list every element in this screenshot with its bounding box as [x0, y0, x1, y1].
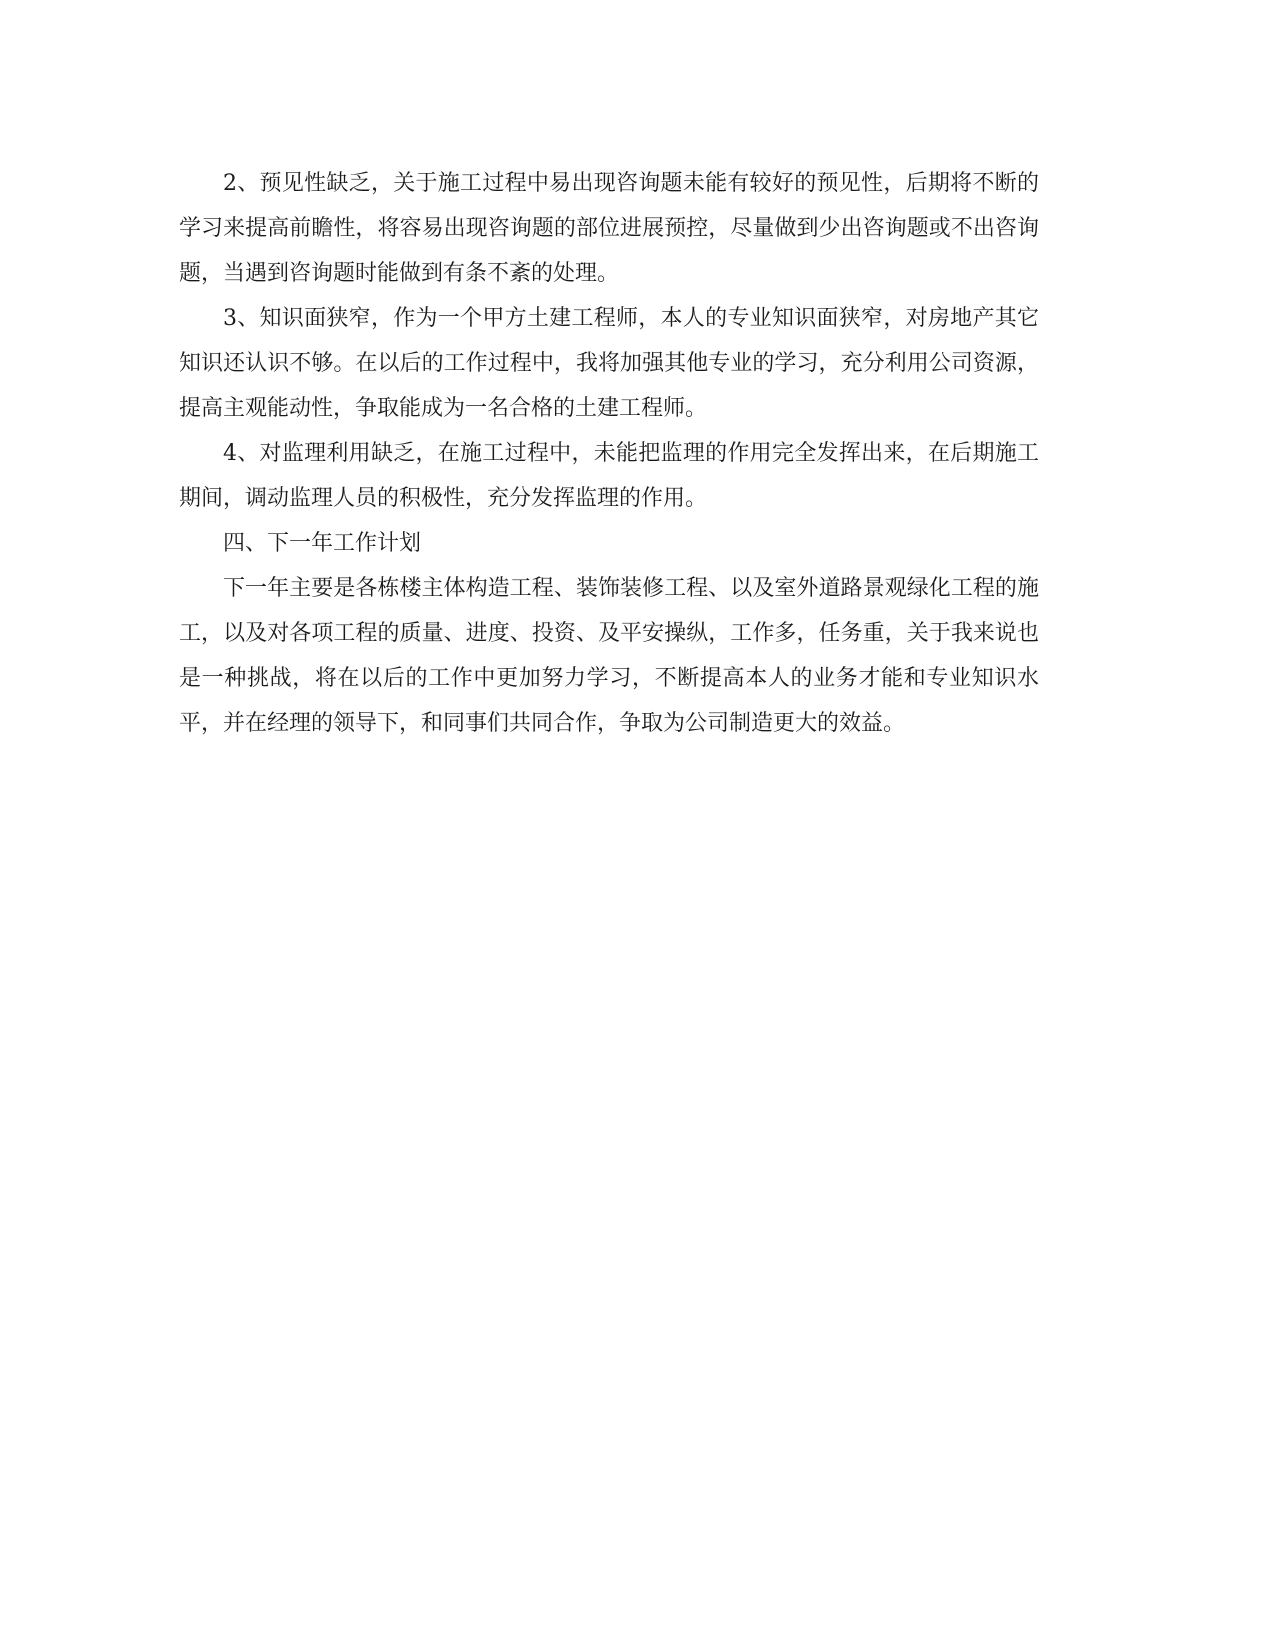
document-body [179, 161, 1039, 746]
paragraph-knowledge: 3、知识面狭窄，作为一个甲方土建工程师，本人的专业知识面狭窄，对房地产其它知识还认识不够。在以后的工作过程中，我将加强其他专业的学习，充分利用公司资源，提高主观能动性，争取能成为一名合格的土建工程师。 [179, 306, 1039, 421]
paragraph-next-year-plan: 下一年主要是各栋楼主体构造工程、装饰装修工程、以及室外道路景观绿化工程的施工，以及对各项工程的质量、进度、投资、及平安操纵，工作多，任务重，关于我来说也是一种挑战，将在以后的工作中更加努力学习，不断提高本人的业务才能和专业知识水平，并在经理的领导下，和同事们共同合作，争取为公司制造更大的效益。 [179, 576, 1039, 736]
paragraph-supervision: 4、对监理利用缺乏，在施工过程中，未能把监理的作用完全发挥出来，在后期施工期间，调动监理人员的积极性，充分发挥监理的作用。 [179, 441, 1039, 511]
paragraph-foresight: 2、预见性缺乏，关于施工过程中易出现咨询题未能有较好的预见性，后期将不断的学习来提高前瞻性，将容易出现咨询题的部位进展预控，尽量做到少出咨询题或不出咨询题，当遇到咨询题时能做到有条不紊的处理。 [179, 171, 1039, 286]
section-heading: 四、下一年工作计划 [223, 531, 422, 556]
